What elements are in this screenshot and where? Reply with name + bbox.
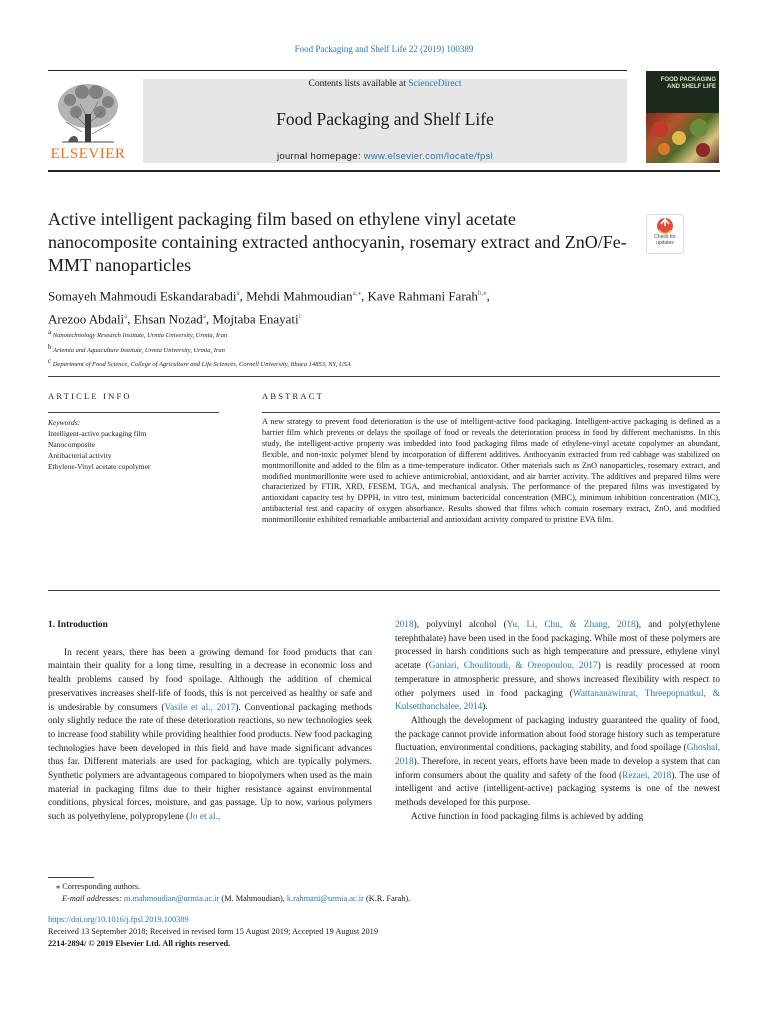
- author-name: Arezoo Abdali: [48, 311, 125, 327]
- keyword-item: Nanocomposite: [48, 440, 96, 449]
- author-separator: ,: [360, 288, 368, 304]
- author-affiliation-mark[interactable]: a,⁎: [352, 289, 361, 297]
- author-affiliation-mark[interactable]: c: [298, 312, 302, 321]
- contents-prefix: Contents lists available at: [308, 79, 409, 89]
- sciencedirect-link[interactable]: ScienceDirect: [408, 79, 462, 89]
- text-run: Although the development of packaging industry guaranteed the quality of food, the package cannot provide information about food storage history such as temperature fluctuation, environmental conditions, packaging stability, and food spoilage (: [395, 715, 720, 754]
- abstract-end-rule: [48, 590, 720, 591]
- affiliation-mark: c: [48, 357, 52, 366]
- affiliation-mark: b: [48, 342, 52, 351]
- author-name: Mehdi Mahmoudian: [246, 288, 353, 304]
- body-column-right: [395, 619, 720, 825]
- abstract-rule: [262, 412, 720, 413]
- paragraph: [395, 619, 720, 715]
- footnote-rule: [48, 877, 94, 878]
- update-badge-icon: [647, 215, 683, 235]
- text-run: ). Therefore, in recent years, efforts have been made to develop a system that can inform consumers about the quality and safety of the food (: [395, 757, 720, 781]
- author-name: Mojtaba Enayati: [212, 311, 299, 327]
- author-affiliation-mark[interactable]: b,⁎: [477, 289, 487, 297]
- citation-link[interactable]: Wattananawinrat, Threepopnatkul, & Kulsetthanchalee, 2014: [395, 688, 721, 713]
- affiliation-text: Nanotechnology Research Institute, Urmia University, Urmia, Iran: [52, 332, 228, 340]
- body-column-left: [48, 619, 372, 825]
- cover-photo: [646, 113, 719, 163]
- corresponding-note: ⁎ Corresponding authors.: [56, 882, 141, 891]
- citation-link[interactable]: Rezaei, 2018: [622, 770, 672, 781]
- keyword-item: Intelligent-active packaging film: [48, 429, 147, 438]
- affiliation-mark: a: [48, 328, 52, 336]
- affiliation-item: [48, 356, 648, 371]
- citation-link[interactable]: Ganiari, Choulitoudi, & Oreopoulou, 2017: [428, 661, 598, 672]
- citation-link[interactable]: Jo et al.,: [189, 812, 221, 823]
- footnotes: [48, 881, 720, 905]
- received-dates: Received 13 September 2018; Received in revised form 15 August 2019; Accepted 19 August 2019: [48, 927, 378, 936]
- check-for-updates-button[interactable]: [646, 214, 684, 254]
- author-affiliation-mark[interactable]: a: [124, 312, 128, 321]
- affiliation-text: Department of Food Science, College of Agriculture and Life Sciences, Cornell University, Ithaca 14853, NY, USA: [52, 361, 351, 369]
- journal-title: Food Packaging and Shelf Life: [276, 109, 494, 129]
- article-info-heading: ARTICLE INFO: [48, 391, 132, 401]
- keyword-item: Ethylene-Vinyl acetate copolymer: [48, 462, 151, 471]
- author-affiliation-mark[interactable]: a: [202, 312, 206, 321]
- author-name: Somayeh Mahmoudi Eskandarabadi: [48, 288, 237, 304]
- doi-link[interactable]: https://doi.org/10.1016/j.fpsl.2019.100389: [48, 915, 189, 924]
- article-info-rule: [48, 412, 219, 413]
- affiliation-text: Artemia and Aquaculture Institute, Urmia University, Urmia, Iran: [53, 346, 225, 354]
- affiliation-list: [48, 327, 648, 371]
- journal-homepage-line: [143, 151, 627, 162]
- author-separator: ,: [205, 311, 213, 327]
- citation-link[interactable]: 2018: [395, 620, 414, 630]
- check-updates-label: Check for updates: [654, 234, 676, 246]
- author-affiliation-mark[interactable]: a: [236, 289, 240, 297]
- email-label: E-mail addresses:: [62, 894, 124, 903]
- header-rule-bottom: [48, 170, 720, 172]
- text-run: ). Conventional packaging methods only slightly reduce the rate of these deterioration reactions, so new technologies seek to increase food stability while providing healthier food products. New food packaging technologies have been developed in this field and have made significant advances thus far. Different materials are used for packaging, which are typically polymers. Synthetic polymers are advantageous compared to biopolymers when used as the main material in packaging films due to their higher resistance against environmental conditions, physical forces, moisture, and gas passage. Up to now, various polymers such as polyethylene, polypropylene (: [48, 702, 372, 823]
- keywords-label: Keywords:: [48, 418, 81, 427]
- citation-link[interactable]: Ghoshal, 2018: [395, 743, 720, 768]
- journal-reference[interactable]: Food Packaging and Shelf Life 22 (2019) 100389: [294, 44, 474, 54]
- text-run: ).: [482, 702, 488, 713]
- journal-cover-image[interactable]: [646, 71, 719, 163]
- affiliation-item: [48, 327, 648, 342]
- publication-info: [48, 914, 720, 950]
- keywords-block: [48, 417, 228, 472]
- abstract-text: A new strategy to prevent food deterioration is the use of intelligent-active food packaging. Intelligent-active packaging is defined as a barrier film which prevents or delays the spoilage of food or reveals the deterioration process in food by different mechanisms. In this study, the intelligent-active property was imbedded into food packaging films made of ethylene-vinyl acetate copolymer an abundant, flexible, and non-toxic polymer blend by incorporation of different additives. Anthocyanin extracted from red cabbage was stabilized on montmorillonite and added to the film as a time-temperature indicator. Other materials such as ZnO nanoparticles, rosemary extract, and modified montmorillonite were used to achieve antimicrobial, antioxidant, and air barrier activity. The additives and prepared films were characterized by FTIR, XRD, FESEM, TGA, and mechanical analysis. The performance of the prepared films was investigated by antioxidant capacity test by DPPH, in vitro test, minimum bactericidal concentration (MBC), minimum inhibition concentration (MIC), antibacterial test and capacity of oxygen absorbance. Results showed that films which contain rosemary extract, ZnO, and modified montmorillonite exhibited remarkable antibacterial and antioxidant activity compared to pristine EVA film.: [262, 417, 720, 525]
- author-separator: ,: [239, 288, 247, 304]
- contents-line: [143, 79, 627, 89]
- copyright-line: 2214-2894/ © 2019 Elsevier Ltd. All rights reserved.: [48, 939, 231, 948]
- cover-title: FOOD PACKAGING AND SHELF LIFE: [660, 77, 716, 90]
- email-line: [48, 893, 720, 905]
- title-block-rule: [48, 376, 720, 377]
- email-owner: (K.R. Farah).: [363, 894, 411, 903]
- email-owner: (M. Mahmoudian),: [219, 894, 287, 903]
- homepage-prefix: journal homepage:: [276, 151, 364, 162]
- text-run: ) is readily processed at room temperature in atmospheric pressure, and shows increased flexibility with respect to other polymers used in food packaging (: [395, 661, 720, 699]
- article-title: Active intelligent packaging film based on ethylene vinyl acetate nanocomposite containing extracted anthocyanin, rosemary extract and ZnO/Fe-MMT nanoparticles: [48, 209, 627, 275]
- author-separator: ,: [486, 288, 490, 304]
- text-run: ), and poly(ethylene terephthalate) have been used in the food packaging. While most of these polymers are processed in harsh conditions such as high temperature and pressure, ethylene vinyl acetate (: [395, 620, 720, 672]
- affiliation-item: [48, 342, 648, 357]
- journal-homepage-link[interactable]: www.elsevier.com/locate/fpsl: [363, 151, 494, 162]
- author-list: [48, 283, 648, 330]
- author-name: Ehsan Nozad: [133, 311, 203, 327]
- text-run: ), polyvinyl alcohol (: [413, 620, 507, 630]
- text-run: In recent years, there has been a growing demand for food products that can maintain their quality for a long time, resulting in a decrease in economic loss and health problems caused by food spoilage. Although the addition of chemical preservatives increases shelf-life of foods, this is not perceived as healthy or safe and is undesirable by consumers (: [48, 647, 372, 713]
- paragraph: [48, 647, 372, 825]
- publisher-wordmark: ELSEVIER: [50, 146, 126, 162]
- email-link[interactable]: k.rahmani@urmia.ac.ir: [286, 894, 364, 903]
- abstract-heading: ABSTRACT: [262, 391, 324, 401]
- citation-link[interactable]: Yu, Li, Chu, & Zhang, 2018: [506, 620, 636, 630]
- keyword-item: Antibacterial activity: [48, 451, 112, 460]
- text-run: ). The use of intelligent and active (intelligent-active) packaging systems is one of the newest methods developed for this purpose.: [395, 770, 720, 809]
- citation-link[interactable]: Vasile et al., 2017: [164, 702, 236, 713]
- paragraph: Active function in food packaging films is achieved by adding: [411, 811, 644, 822]
- email-link[interactable]: m.mahmoudian@urmia.ac.ir: [123, 894, 220, 903]
- author-name: Kave Rahmani Farah: [367, 288, 478, 304]
- author-separator: ,: [127, 311, 134, 327]
- paragraph: [395, 715, 720, 811]
- header-rule-top: [48, 70, 627, 71]
- section-heading-introduction: 1. Introduction: [48, 620, 108, 630]
